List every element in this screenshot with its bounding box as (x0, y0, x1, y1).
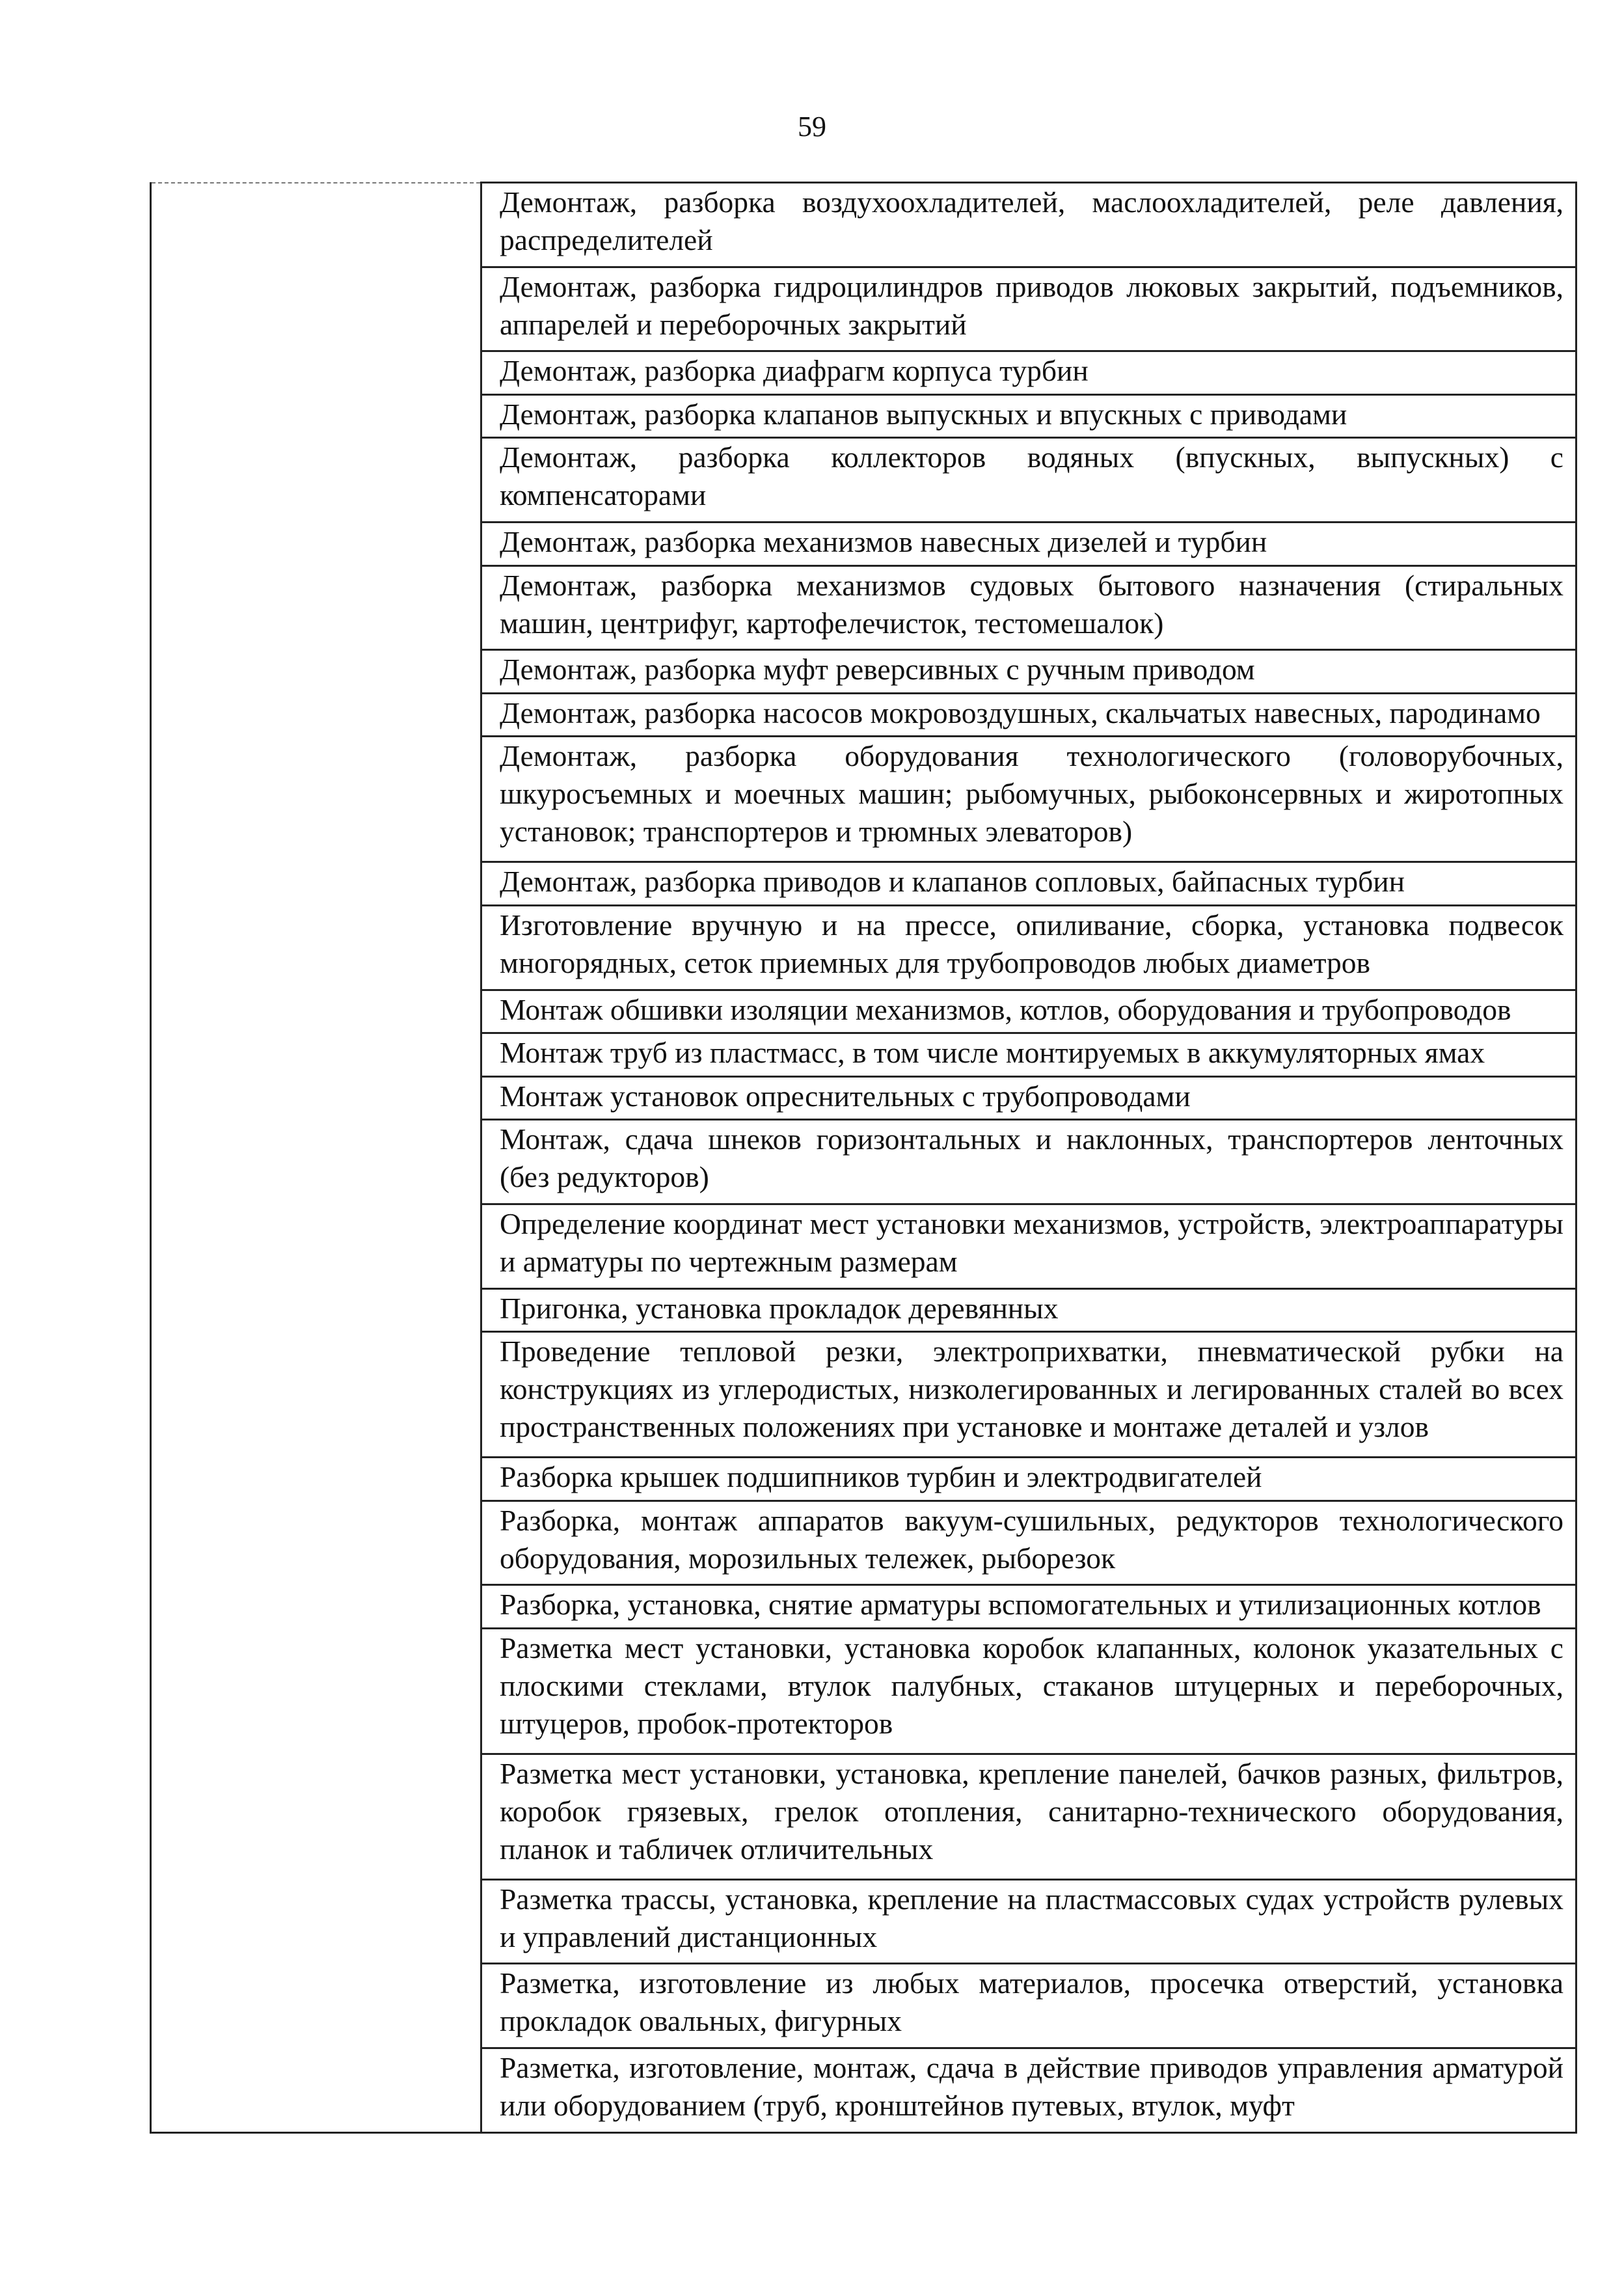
work-item-cell (481, 1879, 1577, 1964)
work-item-text: Разборка, установка, снятие арматуры вспомогательных и утилизационных котлов (500, 1588, 1541, 1622)
work-item-text: Разборка, монтаж аппаратов вакуум-сушильных, редукторов технологического оборудования, морозильных тележек, рыборезок (500, 1503, 1563, 1575)
work-item-text: Демонтаж, разборка коллекторов водяных (впускных, выпускных) с компенсаторами (500, 441, 1563, 512)
table-body (151, 183, 1577, 2133)
work-item-text: Демонтаж, разборка механизмов навесных дизелей и турбин (500, 525, 1267, 559)
work-item-cell (481, 693, 1577, 737)
work-item-cell (481, 523, 1577, 566)
work-item-text: Монтаж установок опреснительных с трубопроводами (500, 1079, 1191, 1113)
work-item-cell (481, 905, 1577, 990)
work-item-cell (481, 1332, 1577, 1458)
work-item-cell (481, 2048, 1577, 2133)
work-item-cell (481, 1458, 1577, 1501)
work-item-cell (481, 394, 1577, 438)
work-item-text: Демонтаж, разборка муфт реверсивных с ручным приводом (500, 653, 1255, 686)
work-item-text: Разметка, изготовление из любых материалов, просечка отверстий, установка прокладок овальных, фигурных (500, 1966, 1563, 2038)
work-item-cell (481, 1033, 1577, 1077)
work-item-cell (481, 1628, 1577, 1754)
work-item-cell (481, 267, 1577, 351)
work-item-text: Демонтаж, разборка клапанов выпускных и впускных с приводами (500, 397, 1347, 431)
work-item-text: Изготовление вручную и на прессе, опиливание, сборка, установка подвесок многорядных, сеток приемных для трубопроводов любых диаметров (500, 908, 1563, 979)
work-item-text: Разборка крышек подшипников турбин и электродвигателей (500, 1460, 1262, 1494)
work-item-text: Разметка мест установки, установка, крепление панелей, бачков разных, фильтров, коробок грязевых, грелок отопления, санитарно-технического оборудования, планок и табличек отличительных (500, 1756, 1563, 1866)
work-item-cell (481, 1120, 1577, 1204)
work-item-text: Разметка, изготовление, монтаж, сдача в действие приводов управления арматурой или оборудованием (труб, кронштейнов путевых, втулок, муфт (500, 2051, 1563, 2123)
work-item-text: Монтаж, сдача шнеков горизонтальных и наклонных, транспортеров ленточных (без редукторов) (500, 1122, 1563, 1194)
work-list-table (150, 182, 1577, 2134)
work-item-cell (481, 1585, 1577, 1629)
work-item-text: Монтаж труб из пластмасс, в том числе монтируемых в аккумуляторных ямах (500, 1036, 1485, 1070)
work-item-cell (481, 351, 1577, 395)
work-item-text: Демонтаж, разборка воздухоохладителей, маслоохладителей, реле давления, распределителей (500, 185, 1563, 256)
work-item-cell (481, 438, 1577, 523)
left-column-cell (151, 183, 481, 2133)
work-item-text: Монтаж обшивки изоляции механизмов, котлов, оборудования и трубопроводов (500, 992, 1511, 1026)
work-item-text: Разметка трассы, установка, крепление на пластмассовых судах устройств рулевых и управлений дистанционных (500, 1882, 1563, 1953)
work-item-cell (481, 862, 1577, 906)
work-item-cell (481, 1288, 1577, 1332)
work-item-cell (481, 1754, 1577, 1879)
work-item-text: Разметка мест установки, установка коробок клапанных, колонок указательных с плоскими стеклами, втулок палубных, стаканов штуцерных и переборочных, штуцеров, пробок-протекторов (500, 1631, 1563, 1740)
work-item-cell (481, 1501, 1577, 1585)
work-item-text: Определение координат мест установки механизмов, устройств, электроаппаратуры и арматуры по чертежным размерам (500, 1206, 1563, 1278)
work-item-text: Демонтаж, разборка приводов и клапанов сопловых, байпасных турбин (500, 865, 1405, 899)
work-item-cell (481, 737, 1577, 862)
work-item-cell (481, 183, 1577, 267)
work-item-cell (481, 565, 1577, 650)
work-item-text: Демонтаж, разборка гидроцилиндров приводов люковых закрытий, подъемников, аппарелей и переборочных закрытий (500, 269, 1563, 341)
work-item-text: Демонтаж, разборка механизмов судовых бытового назначения (стиральных машин, центрифуг, картофелечисток, тестомешалок) (500, 568, 1563, 640)
work-item-text: Демонтаж, разборка оборудования технологического (головорубочных, шкуросъемных и моечных машин; рыбомучных, рыбоконсервных и жиротопных установок; транспортеров и трюмных элеваторов) (500, 739, 1563, 849)
work-item-text: Проведение тепловой резки, электроприхватки, пневматической рубки на конструкциях из углеродистых, низколегированных и легированных сталей во всех пространственных положениях при установке и монтаже деталей и узлов (500, 1335, 1563, 1444)
table-row (151, 183, 1577, 267)
work-item-cell (481, 990, 1577, 1033)
page-number: 59 (798, 111, 826, 143)
work-item-cell (481, 650, 1577, 694)
work-item-cell (481, 1076, 1577, 1120)
work-item-cell (481, 1204, 1577, 1288)
work-item-text: Пригонка, установка прокладок деревянных (500, 1291, 1059, 1325)
work-item-text: Демонтаж, разборка диафрагм корпуса турбин (500, 354, 1089, 388)
work-item-cell (481, 1964, 1577, 2048)
work-item-text: Демонтаж, разборка насосов мокровоздушных, скальчатых навесных, пародинамо (500, 696, 1541, 729)
